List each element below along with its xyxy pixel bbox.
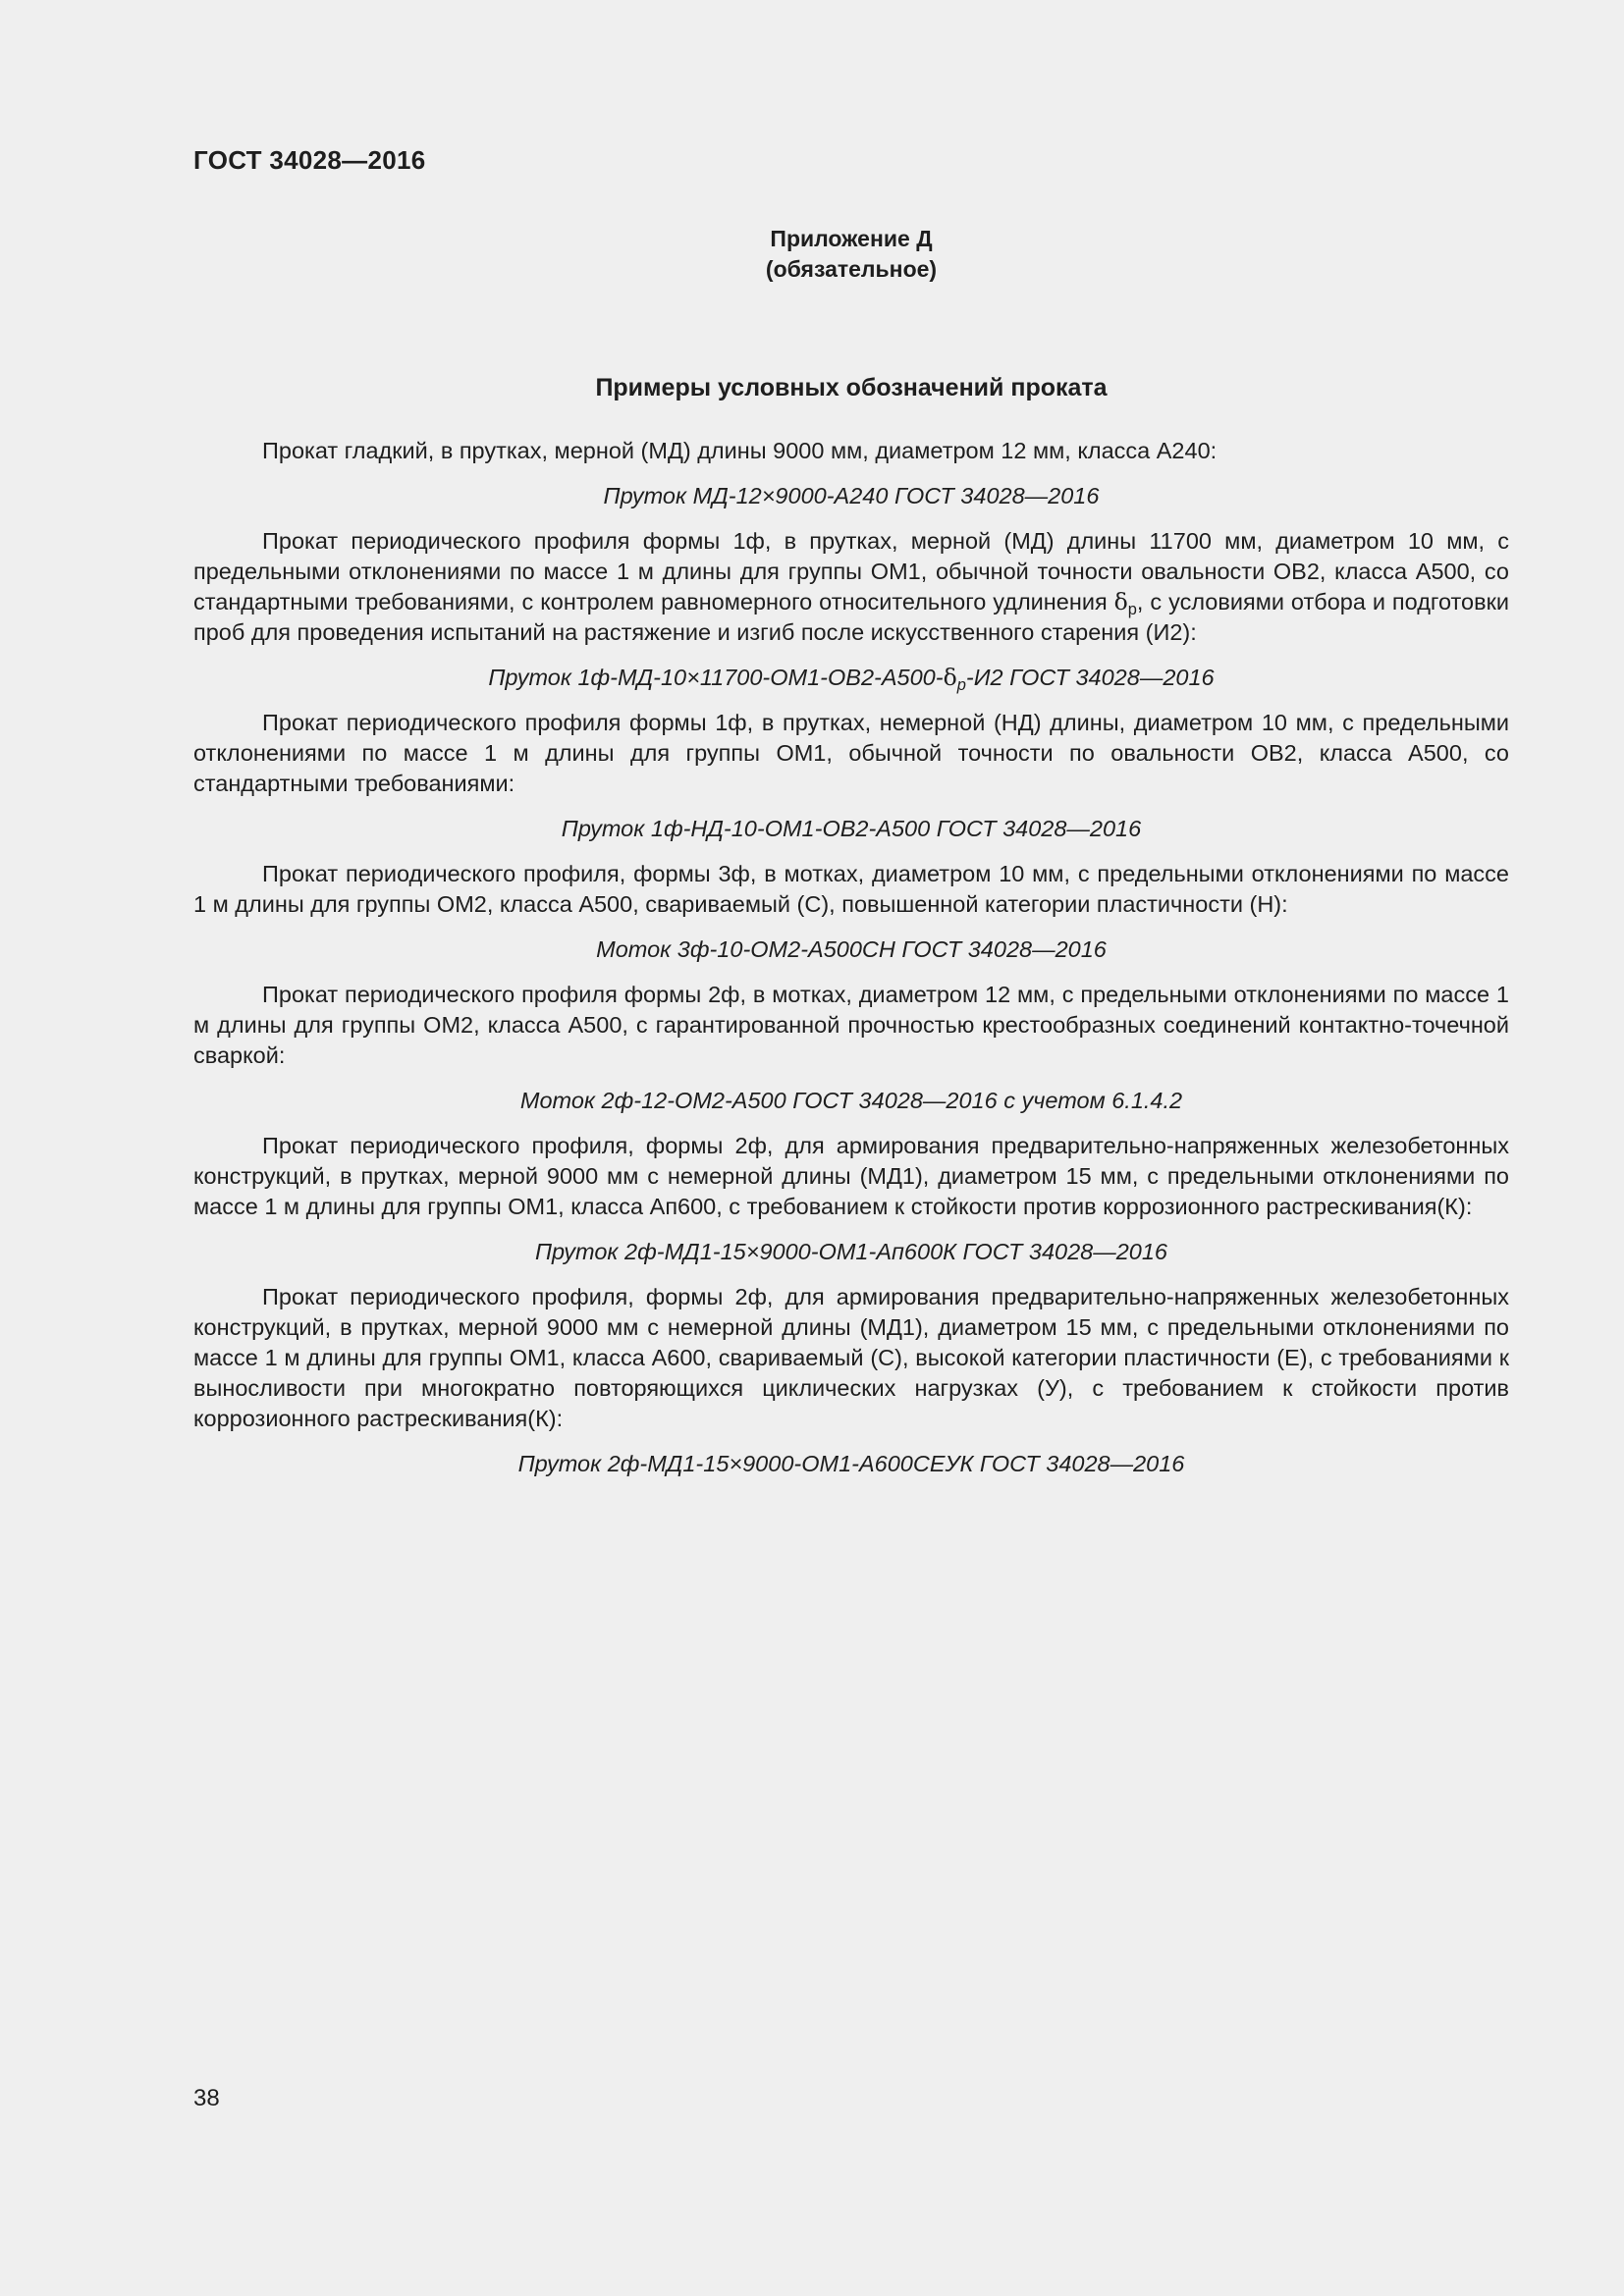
annex-status: (обязательное) bbox=[765, 256, 938, 282]
page-number: 38 bbox=[193, 2085, 220, 2111]
paragraph-text-after: , с условиями отбора и подготовки проб для проведения испытаний на растяжение и изгиб после искусственного старения (И2): bbox=[193, 589, 1509, 645]
designation-delta-subscript: р bbox=[956, 676, 966, 694]
designation-delta-symbol: δ bbox=[943, 664, 957, 691]
designation-suffix: -И2 ГОСТ 34028—2016 bbox=[965, 665, 1215, 690]
examples-body bbox=[193, 436, 1509, 1494]
example-designation: Пруток 1ф-НД-10-ОМ1-ОВ2-А500 ГОСТ 34028—2016 bbox=[561, 816, 1142, 841]
example-designation: Моток 2ф-12-ОМ2-А500 ГОСТ 34028—2016 с учетом 6.1.4.2 bbox=[519, 1088, 1183, 1113]
example-paragraph: Прокат периодического профиля, формы 2ф, для армирования предварительно-напряженных железобетонных конструкций, в прутках, мерной 9000 мм с немерной длины (МД1), диаметром 15 мм, с предельными отклонениями по массе 1 м длины для группы ОМ1, класса А600, свариваемый (С), высокой категории пластичности (Е), с требованиями к выносливости при многократно повторяющихся циклических нагрузках (У), с требованием к стойкости против коррозионного растрескивания(К): bbox=[193, 1284, 1509, 1431]
example-designation: Пруток 2ф-МД1-15×9000-ОМ1-А600СЕУК ГОСТ 34028—2016 bbox=[517, 1451, 1185, 1476]
example-designation: Пруток 2ф-МД1-15×9000-ОМ1-Ап600К ГОСТ 34028—2016 bbox=[534, 1239, 1167, 1264]
paragraph-text-before: Прокат периодического профиля формы 1ф, в прутках, мерной (МД) длины 11700 мм, диаметром 10 мм, с предельными отклонениями по массе 1 м длины для группы ОМ1, обычной точности овальности ОВ2, класса А500, со стандартными требованиями, с контролем равномерного относительного удлинения bbox=[193, 528, 1509, 614]
annex-heading bbox=[193, 224, 1509, 285]
example-paragraph: Прокат периодического профиля формы 1ф, в прутках, немерной (НД) длины, диаметром 10 мм, с предельными отклонениями по массе 1 м длины для группы ОМ1, обычной точности по овальности ОВ2, класса А500, со стандартными требованиями: bbox=[193, 710, 1509, 796]
example-paragraph: Прокат периодического профиля, формы 3ф, в мотках, диаметром 10 мм, с предельными отклонениями по массе 1 м длины для группы ОМ2, класса А500, свариваемый (С), повышенной категории пластичности (Н): bbox=[193, 861, 1509, 917]
annex-title: Приложение Д bbox=[770, 226, 933, 251]
standard-header: ГОСТ 34028—2016 bbox=[193, 145, 426, 175]
delta-subscript: р bbox=[1127, 601, 1137, 618]
example-paragraph: Прокат гладкий, в прутках, мерной (МД) длины 9000 мм, диаметром 12 мм, класса А240: bbox=[262, 438, 1218, 463]
example-designation: Пруток МД-12×9000-А240 ГОСТ 34028—2016 bbox=[603, 483, 1100, 508]
delta-symbol: δ bbox=[1113, 588, 1128, 615]
example-designation bbox=[193, 663, 1509, 693]
example-designation: Моток 3ф-10-ОМ2-А500СН ГОСТ 34028—2016 bbox=[596, 936, 1107, 962]
example-paragraph: Прокат периодического профиля формы 2ф, в мотках, диаметром 12 мм, с предельными отклонениями по массе 1 м длины для группы ОМ2, класса А500, с гарантированной прочностью крестообразных соединений контактно-точечной сваркой: bbox=[193, 982, 1509, 1068]
example-paragraph bbox=[193, 526, 1509, 648]
example-paragraph: Прокат периодического профиля, формы 2ф, для армирования предварительно-напряженных железобетонных конструкций, в прутках, мерной 9000 мм с немерной длины (МД1), диаметром 15 мм, с предельными отклонениями по массе 1 м длины для группы ОМ1, класса Ап600, с требованием к стойкости против коррозионного растрескивания(К): bbox=[193, 1133, 1509, 1219]
section-title: Примеры условных обозначений проката bbox=[595, 374, 1108, 401]
designation-prefix: Пруток 1ф-МД-10×11700-ОМ1-ОВ2-А500- bbox=[488, 665, 944, 690]
